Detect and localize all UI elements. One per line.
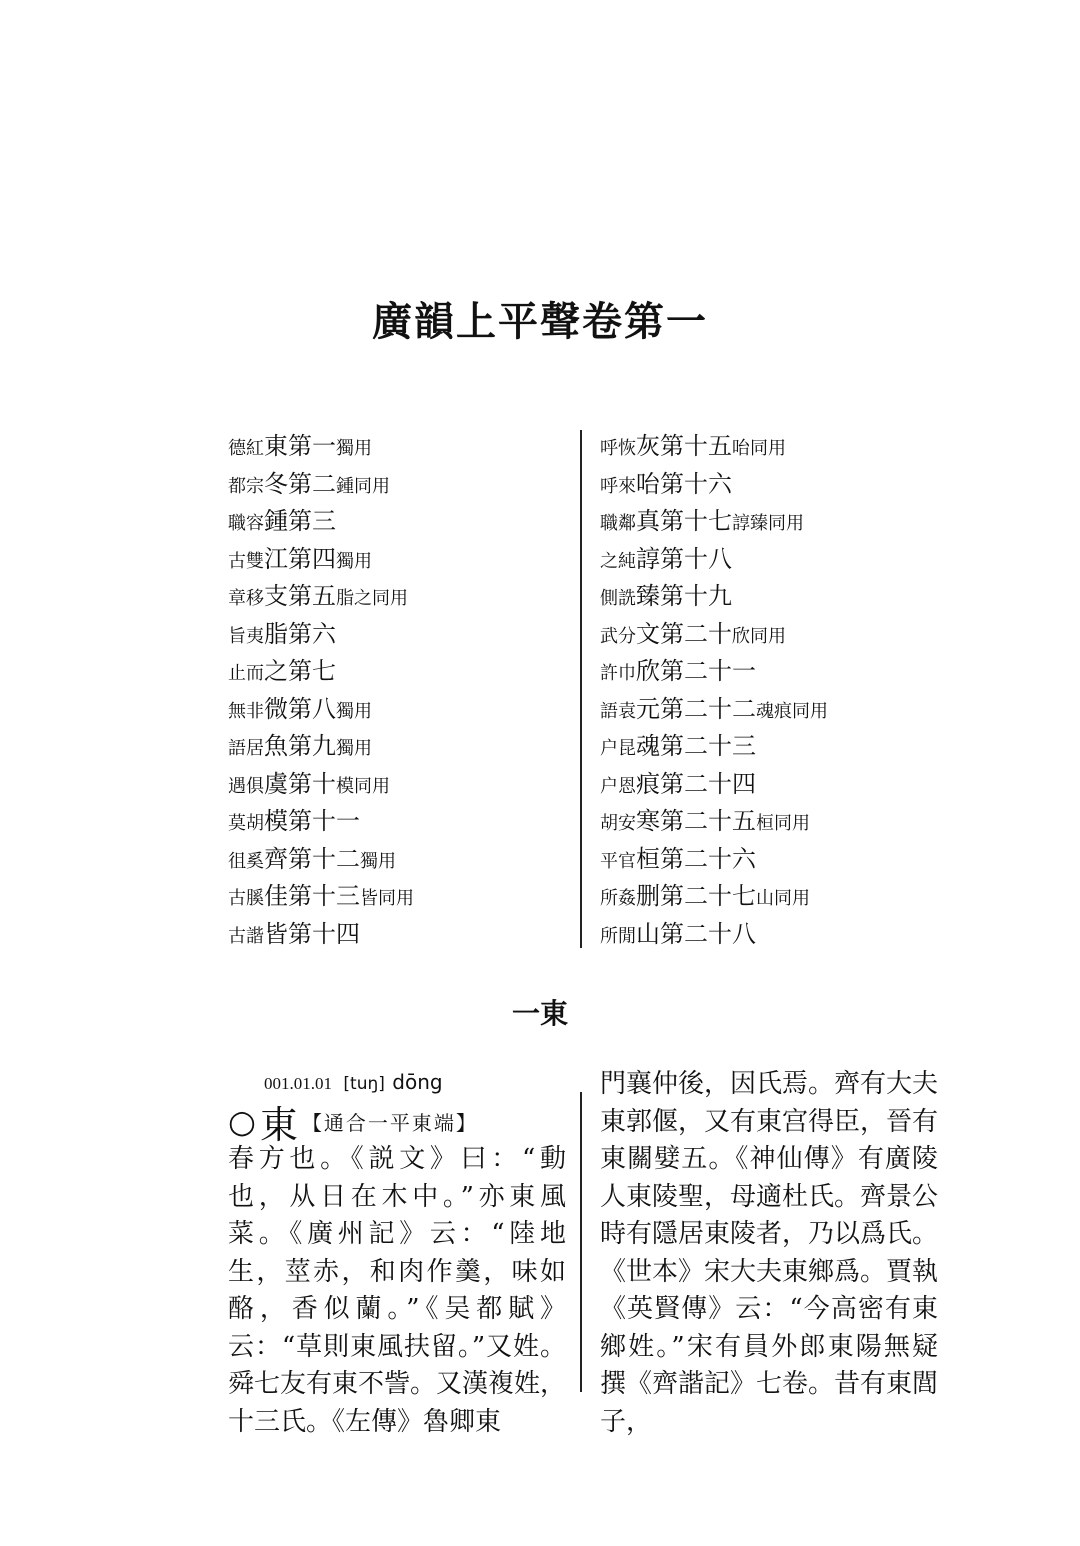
toc-entry bbox=[600, 466, 900, 504]
toc-note: 獨用 bbox=[336, 550, 372, 572]
toc-ordinal: 第二十五 bbox=[660, 807, 756, 835]
toc-rhyme-char: 寒 bbox=[636, 807, 660, 835]
toc-ordinal: 第十一 bbox=[288, 807, 360, 835]
toc-fanqie: 章移 bbox=[228, 588, 264, 609]
section-heading: 一東 bbox=[511, 997, 568, 1030]
circle-mark-icon: ○ bbox=[228, 1102, 256, 1141]
toc-entry bbox=[600, 541, 900, 579]
page-title: 廣韻上平聲卷第一 bbox=[372, 298, 708, 345]
toc-rhyme-char: 模 bbox=[264, 807, 288, 835]
toc-entry bbox=[228, 766, 568, 804]
toc-note: 獨用 bbox=[336, 438, 372, 459]
toc-note: 鍾同用 bbox=[336, 475, 390, 497]
toc-entry bbox=[228, 616, 568, 654]
toc-ordinal: 第二十七 bbox=[660, 882, 756, 910]
toc-note: 山同用 bbox=[756, 888, 810, 909]
toc-ordinal: 第二十六 bbox=[660, 844, 756, 873]
toc-rhyme-char: 魂 bbox=[636, 732, 660, 760]
toc-fanqie: 無非 bbox=[228, 700, 264, 722]
toc-fanqie: 遇俱 bbox=[228, 775, 264, 797]
toc-entry bbox=[600, 428, 900, 466]
toc-note: 魂痕同用 bbox=[756, 700, 828, 722]
toc-rhyme-char: 欣 bbox=[636, 657, 660, 685]
toc-ordinal: 第二 bbox=[288, 469, 336, 498]
toc-rhyme-char: 支 bbox=[264, 582, 288, 610]
toc-rhyme-char: 山 bbox=[636, 919, 660, 948]
toc-fanqie: 平官 bbox=[600, 850, 636, 872]
toc-entry bbox=[600, 728, 900, 766]
toc-fanqie: 側詵 bbox=[600, 588, 636, 609]
toc-rhyme-char: 文 bbox=[636, 619, 660, 648]
toc-note: 獨用 bbox=[360, 850, 396, 872]
toc-rhyme-char: 删 bbox=[636, 882, 660, 910]
toc-note: 皆同用 bbox=[360, 888, 414, 909]
toc-note: 欣同用 bbox=[732, 625, 786, 647]
toc-rhyme-char: 灰 bbox=[636, 432, 660, 460]
toc-ordinal: 第六 bbox=[288, 619, 336, 648]
toc-rhyme-char: 東 bbox=[264, 432, 288, 460]
toc-rhyme-char: 佳 bbox=[264, 882, 288, 910]
toc-fanqie: 許巾 bbox=[600, 663, 636, 684]
toc-ordinal: 第十三 bbox=[288, 882, 360, 910]
toc-ordinal: 第二十一 bbox=[660, 657, 756, 685]
entry-meta bbox=[264, 1070, 443, 1094]
toc-rhyme-char: 痕 bbox=[636, 769, 660, 798]
toc-note: 諄臻同用 bbox=[732, 513, 804, 534]
toc-fanqie: 所閒 bbox=[600, 925, 636, 947]
toc-rhyme-char: 冬 bbox=[264, 469, 288, 498]
toc-entry bbox=[228, 691, 568, 729]
toc-entry bbox=[228, 728, 568, 766]
toc-entry bbox=[600, 841, 900, 879]
toc-ordinal: 第七 bbox=[288, 657, 336, 685]
toc-fanqie: 胡安 bbox=[600, 813, 636, 834]
toc-entry bbox=[228, 916, 568, 954]
toc-fanqie: 莫胡 bbox=[228, 813, 264, 834]
toc-ordinal: 第四 bbox=[288, 544, 336, 573]
toc-entry bbox=[228, 803, 568, 841]
toc-rhyme-char: 真 bbox=[636, 507, 660, 535]
toc-note: 模同用 bbox=[336, 775, 390, 797]
toc-ordinal: 第二十三 bbox=[660, 732, 756, 760]
toc-entry bbox=[228, 428, 568, 466]
toc-fanqie: 呼來 bbox=[600, 475, 636, 497]
toc-fanqie: 職容 bbox=[228, 513, 264, 534]
toc-fanqie: 語袁 bbox=[600, 700, 636, 722]
entry-ipa: [tuŋ] bbox=[343, 1074, 385, 1094]
toc-ordinal: 第十四 bbox=[288, 919, 360, 948]
toc-entry bbox=[600, 653, 900, 691]
entry-text-left-column: 春方也。《説文》曰：“動也，从日在木中。”亦東風菜。《廣州記》云：“陸地生，莖赤，和肉作羹，味如酪，香似蘭。”《吴都賦》云：“草則東風扶留。”又姓。舜七友有東不訾。又漢複姓，十三氏。《左傳》魯卿東 bbox=[228, 1144, 567, 1437]
toc-ordinal: 第十七 bbox=[660, 507, 732, 535]
toc-fanqie: 古膎 bbox=[228, 888, 264, 909]
toc-note: 獨用 bbox=[336, 738, 372, 759]
toc-fanqie: 武分 bbox=[600, 625, 636, 647]
entry-head-character: 東 bbox=[259, 1103, 298, 1147]
toc-ordinal: 第五 bbox=[288, 582, 336, 610]
entry-column-divider bbox=[580, 1092, 582, 1392]
toc-entry bbox=[228, 466, 568, 504]
toc-note: 咍同用 bbox=[732, 438, 786, 459]
toc-rhyme-char: 皆 bbox=[264, 919, 288, 948]
toc-ordinal: 第一 bbox=[288, 432, 336, 460]
toc-rhyme-char: 微 bbox=[264, 694, 288, 723]
toc-rhyme-char: 江 bbox=[264, 544, 288, 573]
toc-rhyme-char: 之 bbox=[264, 657, 288, 685]
toc-left-column bbox=[228, 428, 568, 953]
toc-fanqie: 職鄰 bbox=[600, 513, 636, 534]
toc-entry bbox=[228, 578, 568, 616]
toc-entry bbox=[228, 503, 568, 541]
toc-entry bbox=[600, 578, 900, 616]
toc-fanqie: 古諧 bbox=[228, 925, 264, 947]
toc-rhyme-char: 虞 bbox=[264, 769, 288, 798]
toc-entry bbox=[600, 803, 900, 841]
toc-fanqie: 古雙 bbox=[228, 550, 264, 572]
entry-pinyin: dōng bbox=[392, 1070, 443, 1094]
toc-rhyme-char: 脂 bbox=[264, 619, 288, 648]
toc-rhyme-char: 桓 bbox=[636, 844, 660, 873]
entry-text-right-column: 門襄仲後，因氏焉。齊有大夫東郭偃，又有東宫得臣，晉有東關嬖五。《神仙傳》有廣陵人東陵聖，母適杜氏。齊景公時有隱居東陵者，乃以爲氏。《世本》宋大夫東鄉爲。賈執《英賢傳》云：“今高密有東鄉姓。”宋有員外郎東陽無疑撰《齊諧記》七卷。昔有東閭子， bbox=[600, 1069, 939, 1437]
toc-ordinal: 第二十八 bbox=[660, 919, 756, 948]
toc-rhyme-char: 咍 bbox=[636, 469, 660, 498]
toc-fanqie: 旨夷 bbox=[228, 625, 264, 647]
toc-rhyme-char: 元 bbox=[636, 694, 660, 723]
toc-fanqie: 徂奚 bbox=[228, 850, 264, 872]
entry-id: 001.01.01 bbox=[264, 1074, 332, 1093]
toc-ordinal: 第十二 bbox=[288, 844, 360, 873]
toc-ordinal: 第九 bbox=[288, 732, 336, 760]
toc-entry bbox=[228, 841, 568, 879]
toc-note: 桓同用 bbox=[756, 813, 810, 834]
toc-fanqie: 户昆 bbox=[600, 738, 636, 759]
toc-entry bbox=[600, 503, 900, 541]
toc-fanqie: 德紅 bbox=[228, 438, 264, 459]
toc-ordinal: 第二十二 bbox=[660, 694, 756, 723]
toc-fanqie: 止而 bbox=[228, 663, 264, 684]
toc-fanqie: 都宗 bbox=[228, 475, 264, 497]
toc-entry bbox=[600, 878, 900, 916]
toc-ordinal: 第十九 bbox=[660, 582, 732, 610]
toc-entry bbox=[228, 878, 568, 916]
toc-fanqie: 所姦 bbox=[600, 888, 636, 909]
toc-note: 獨用 bbox=[336, 700, 372, 722]
toc-rhyme-char: 諄 bbox=[636, 544, 660, 573]
toc-ordinal: 第十六 bbox=[660, 469, 732, 498]
toc-entry bbox=[228, 653, 568, 691]
toc-ordinal: 第十 bbox=[288, 769, 336, 798]
dictionary-entry bbox=[228, 1066, 948, 1437]
toc-ordinal: 第二十 bbox=[660, 619, 732, 648]
entry-phonology: 【通合一平東端】 bbox=[301, 1111, 478, 1135]
rhyme-table-of-contents bbox=[228, 428, 868, 948]
toc-rhyme-char: 臻 bbox=[636, 582, 660, 610]
toc-rhyme-char: 鍾 bbox=[264, 507, 288, 535]
toc-ordinal: 第八 bbox=[288, 694, 336, 723]
toc-fanqie: 呼恢 bbox=[600, 438, 636, 459]
toc-entry bbox=[600, 916, 900, 954]
toc-entry bbox=[600, 766, 900, 804]
toc-ordinal: 第十五 bbox=[660, 432, 732, 460]
toc-fanqie: 之純 bbox=[600, 550, 636, 572]
toc-column-divider bbox=[580, 430, 582, 948]
toc-ordinal: 第十八 bbox=[660, 544, 732, 573]
toc-note: 脂之同用 bbox=[336, 588, 408, 609]
toc-right-column bbox=[600, 428, 900, 953]
toc-entry bbox=[600, 691, 900, 729]
toc-fanqie: 語居 bbox=[228, 738, 264, 759]
toc-entry bbox=[600, 616, 900, 654]
toc-entry bbox=[228, 541, 568, 579]
toc-ordinal: 第三 bbox=[288, 507, 336, 535]
toc-rhyme-char: 魚 bbox=[264, 732, 288, 760]
toc-fanqie: 户恩 bbox=[600, 775, 636, 797]
toc-rhyme-char: 齊 bbox=[264, 844, 288, 873]
toc-ordinal: 第二十四 bbox=[660, 769, 756, 798]
